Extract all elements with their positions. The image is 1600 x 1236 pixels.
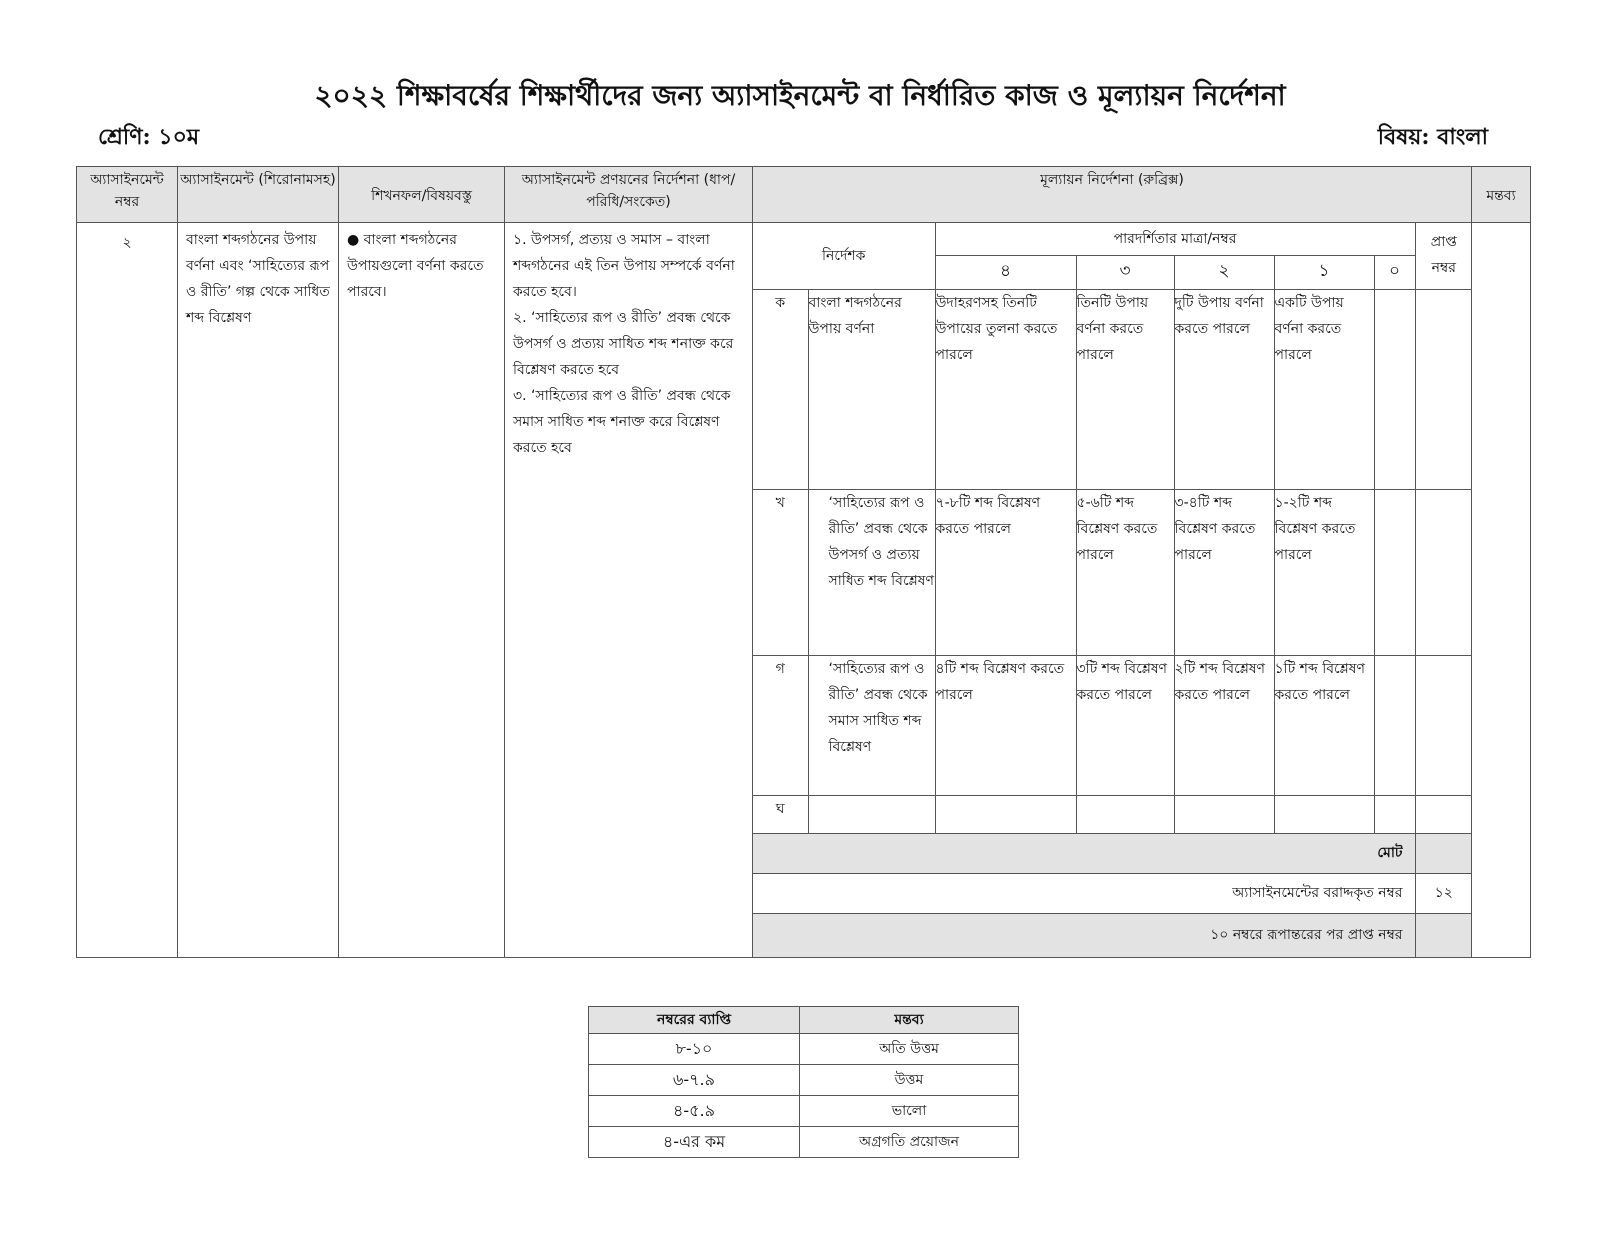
- rubric-level-3-text: ৫-৬টি শব্দ বিশ্লেষণ করতে পারলে: [1076, 489, 1174, 655]
- grade-header-range: নম্বরের ব্যাপ্তি: [589, 1007, 800, 1034]
- level-4: ৪: [935, 255, 1076, 289]
- header-assignment-no: অ্যাসাইনমেন্ট নম্বর: [77, 167, 178, 223]
- grade-scale-table: [588, 1006, 1019, 1158]
- total-label: মোট: [753, 833, 1415, 873]
- rubric-obtained-cell: [1415, 795, 1472, 833]
- indicator-header: নির্দেশক: [753, 223, 935, 289]
- allotted-value: ১২: [1415, 873, 1472, 913]
- assignment-title: বাংলা শব্দগঠনের উপায় বর্ণনা এবং ‘সাহিত্যের রূপ ও রীতি’ গল্প থেকে সাধিত শব্দ বিশ্লেষণ: [186, 232, 330, 326]
- total-value-cell: [1415, 833, 1472, 873]
- grade-range: ৪-এর কম: [589, 1127, 800, 1158]
- grade-row: [589, 1096, 1019, 1127]
- rubric-level-2-text: [1174, 795, 1274, 833]
- rubric-level-0-text: [1374, 795, 1415, 833]
- rubric-level-0-text: [1374, 655, 1415, 795]
- grade-row: [589, 1065, 1019, 1096]
- header-instructions: অ্যাসাইনমেন্ট প্রণয়নের নির্দেশনা (ধাপ/পরিধি/সংকেত): [505, 167, 753, 223]
- rubric-level-4-text: [935, 795, 1076, 833]
- assignment-table: [76, 166, 1531, 958]
- rubric-row: [753, 795, 1472, 833]
- level-header: পারদর্শিতার মাত্রা/নম্বর: [935, 223, 1415, 255]
- rubric-level-3-text: ৩টি শব্দ বিশ্লেষণ করতে পারলে: [1076, 655, 1174, 795]
- level-2: ২: [1174, 255, 1274, 289]
- level-1: ১: [1274, 255, 1374, 289]
- rubric-level-3-text: তিনটি উপায় বর্ণনা করতে পারলে: [1076, 289, 1174, 489]
- grade-remark: উত্তম: [800, 1065, 1019, 1096]
- rubric-indicator: বাংলা শব্দগঠনের উপায় বর্ণনা: [808, 289, 935, 489]
- rubric-row: [753, 289, 1472, 489]
- grade-range: ৬-৭.৯: [589, 1065, 800, 1096]
- rubric-key: গ: [753, 655, 808, 795]
- assignment-instructions: ১. উপসর্গ, প্রত্যয় ও সমাস – বাংলা শব্দগঠনের এই তিন উপায় সম্পর্কে বর্ণনা করতে হবে। ২. ‘সাহিত্যের রূপ ও রীতি’ প্রবন্ধ থেকে উপসর্গ ও প্রত্যয় সাধিত শব্দ শনাক্ত করে বিশ্লেষণ করতে হবে ৩. ‘সাহিত্যের রূপ ও রীতি’ প্রবন্ধ থেকে সমাস সাধিত শব্দ শনাক্ত করে বিশ্লেষণ করতে হবে: [513, 232, 735, 456]
- grade-range: ৪-৫.৯: [589, 1096, 800, 1127]
- assignment-number: ২: [77, 223, 178, 958]
- subject-label: বিষয়: বাংলা: [1377, 124, 1488, 150]
- level-3: ৩: [1076, 255, 1174, 289]
- level-0: ০: [1374, 255, 1415, 289]
- converted-row: [753, 913, 1472, 957]
- page-title: ২০২২ শিক্ষাবর্ষের শিক্ষার্থীদের জন্য অ্যাসাইনমেন্ট বা নির্ধারিত কাজ ও মূল্যায়ন নির্দেশনা: [314, 79, 1286, 112]
- rubric-level-1-text: ১টি শব্দ বিশ্লেষণ করতে পারলে: [1274, 655, 1374, 795]
- grade-remark: অতি উত্তম: [800, 1034, 1019, 1065]
- rubric-level-1-text: একটি উপায় বর্ণনা করতে পারলে: [1274, 289, 1374, 489]
- rubric-row: [753, 489, 1472, 655]
- rubric-container: [753, 223, 1472, 958]
- converted-value-cell: [1415, 913, 1472, 957]
- rubric-row: [753, 655, 1472, 795]
- rubric-key: ঘ: [753, 795, 808, 833]
- header-evaluation: মূল্যায়ন নির্দেশনা (রুব্রিক্স): [753, 167, 1472, 223]
- rubric-level-4-text: ৪টি শব্দ বিশ্লেষণ করতে পারলে: [935, 655, 1076, 795]
- rubric-level-1-text: [1274, 795, 1374, 833]
- rubric-obtained-cell: [1415, 289, 1472, 489]
- rubric-indicator: ‘সাহিত্যের রূপ ও রীতি’ প্রবন্ধ থেকে সমাস সাধিত শব্দ বিশ্লেষণ: [808, 655, 935, 795]
- rubric-level-2-text: ২টি শব্দ বিশ্লেষণ করতে পারলে: [1174, 655, 1274, 795]
- grade-header-remark: মন্তব্য: [800, 1007, 1019, 1034]
- remarks-cell: [1472, 223, 1531, 958]
- rubric-indicator: [808, 795, 935, 833]
- rubric-table: [753, 223, 1472, 957]
- total-row: [753, 833, 1472, 873]
- class-label: শ্রেণি: ১০ম: [98, 124, 200, 150]
- grade-row: [589, 1034, 1019, 1065]
- rubric-level-2-text: ৩-৪টি শব্দ বিশ্লেষণ করতে পারলে: [1174, 489, 1274, 655]
- rubric-indicator: ‘সাহিত্যের রূপ ও রীতি’ প্রবন্ধ থেকে উপসর্গ ও প্রত্যয় সাধিত শব্দ বিশ্লেষণ: [808, 489, 935, 655]
- obtained-header: প্রাপ্ত নম্বর: [1415, 223, 1472, 289]
- grade-row: [589, 1127, 1019, 1158]
- rubric-level-1-text: ১-২টি শব্দ বিশ্লেষণ করতে পারলে: [1274, 489, 1374, 655]
- rubric-level-0-text: [1374, 489, 1415, 655]
- allotted-row: [753, 873, 1472, 913]
- grade-range: ৮-১০: [589, 1034, 800, 1065]
- learning-outcome: ● বাংলা শব্দগঠনের উপায়গুলো বর্ণনা করতে পারবে।: [347, 232, 484, 300]
- rubric-key: খ: [753, 489, 808, 655]
- rubric-key: ক: [753, 289, 808, 489]
- header-assignment: অ্যাসাইনমেন্ট (শিরোনামসহ): [178, 167, 339, 223]
- grade-remark: ভালো: [800, 1096, 1019, 1127]
- rubric-level-4-text: উদাহরণসহ তিনটি উপায়ের তুলনা করতে পারলে: [935, 289, 1076, 489]
- rubric-level-0-text: [1374, 289, 1415, 489]
- rubric-level-3-text: [1076, 795, 1174, 833]
- allotted-label: অ্যাসাইনমেন্টের বরাদ্দকৃত নম্বর: [753, 873, 1415, 913]
- rubric-level-2-text: দুটি উপায় বর্ণনা করতে পারলে: [1174, 289, 1274, 489]
- header-learning-outcome: শিখনফল/বিষয়বস্তু: [339, 167, 505, 223]
- rubric-obtained-cell: [1415, 489, 1472, 655]
- header-remarks: মন্তব্য: [1472, 167, 1531, 223]
- grade-remark: অগ্রগতি প্রয়োজন: [800, 1127, 1019, 1158]
- converted-label: ১০ নম্বরে রূপান্তরের পর প্রাপ্ত নম্বর: [753, 913, 1415, 957]
- rubric-level-4-text: ৭-৮টি শব্দ বিশ্লেষণ করতে পারলে: [935, 489, 1076, 655]
- rubric-obtained-cell: [1415, 655, 1472, 795]
